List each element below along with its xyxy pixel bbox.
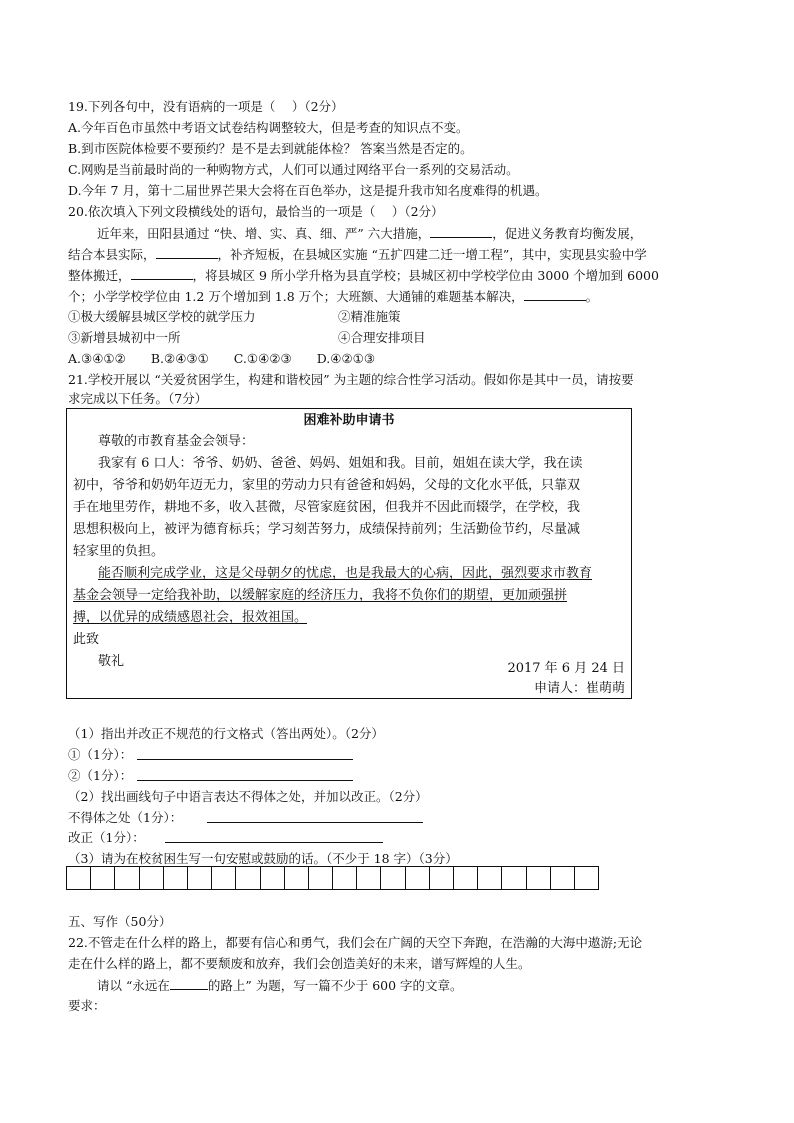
q20-item-4: ④合理安排项目 <box>338 330 426 345</box>
answer-grid-cell[interactable] <box>140 867 164 889</box>
q20-stem: 20.依次填入下列文段横线处的语句，最恰当的一项是（ ）（2分） <box>68 204 444 219</box>
q20-item-1: ①极大缓解县城区学校的就学压力 <box>68 309 256 324</box>
q22-line2: 走在什么样的路上，都不要颓废和放弃，我们会创造美好的未来，谱写辉煌的人生。 <box>68 956 531 971</box>
letter-underlined-line: 能否顺利完成学业，这是父母朝夕的忧虑，也是我最大的心病，因此，强烈要求市教育 <box>98 566 593 581</box>
q21-sub2: （2）找出画线句子中语言表达不得体之处，并加以改正。（2分） <box>68 789 428 804</box>
answer-grid-cell[interactable] <box>381 867 405 889</box>
answer-grid-cell[interactable] <box>454 867 478 889</box>
letter-body-line: 思想积极向上，被评为德育标兵；学习刻苦努力，成绩保持前列；生活勤俭节约，尽量减 <box>73 522 581 537</box>
answer-line[interactable] <box>137 759 353 760</box>
q19-stem: 19.下列各句中，没有语病的一项是（ ）（2分） <box>68 99 344 114</box>
letter-salutation: 尊敬的市教育基金会领导： <box>98 434 255 449</box>
q20-passage-line4: 个；小学学校学位由 1.2 万个增加到 1.8 万个；大班额、大通铺的难题基本解决， 。 <box>68 286 598 307</box>
letter-underlined-line: 基金会领导一定给我补助，以缓解家庭的经济压力，我将不负你们的期望，更加顽强拼 <box>73 588 568 603</box>
q21-sub1: （1）指出并改正不规范的行文格式（答出两处）。（2分） <box>68 726 384 741</box>
answer-grid-cell[interactable] <box>212 867 236 889</box>
answer-blank[interactable] <box>524 286 586 301</box>
q20-passage-line1: 近年来，田阳县通过 “快、增、实、真、细、严” 六大措施， ，促进义务教育均衡发展， <box>97 223 642 244</box>
q21-sub2-answer-b: 改正（1分）： <box>68 830 145 845</box>
application-letter-box <box>66 408 632 699</box>
q21-stem-line2: 求完成以下任务。（7分） <box>68 391 208 406</box>
letter-closing-2: 敬礼 <box>98 654 125 669</box>
answer-grid-cell[interactable] <box>575 867 599 889</box>
answer-grid-cell[interactable] <box>164 867 188 889</box>
answer-grid-cell[interactable] <box>502 867 526 889</box>
q21-sub2-answer-a: 不得体之处（1分）： <box>68 810 183 825</box>
answer-grid-cell[interactable] <box>115 867 139 889</box>
letter-body-line: 轻家里的负担。 <box>73 544 165 559</box>
q21-stem-line1: 21.学校开展以 “关爱贫困学生，构建和谐校园” 为主题的综合性学习活动。假如你是其中一员，请按要 <box>68 372 634 387</box>
q19-option-a: A.今年百色市虽然中考语文试卷结构调整较大，但是考查的知识点不变。 <box>68 120 469 135</box>
letter-signer: 申请人：崔萌萌 <box>533 681 625 696</box>
q20-passage-line2: 结合本县实际， ，补齐短板，在县城区实施 “五扩四建二迁一增工程”，其中，实现县实验中学 <box>68 244 647 265</box>
q20-passage-line3: 整体搬迁， ，将县城区 9 所小学升格为县直学校；县城区初中学校学位由 3000 个增加到 6000 <box>68 265 659 286</box>
q22-line1: 22.不管走在什么样的路上，都要有信心和勇气，我们会在广阔的天空下奔跑，在浩瀚的大海中遨游;无论 <box>68 935 643 950</box>
answer-grid-cell[interactable] <box>285 867 309 889</box>
answer-grid-cell[interactable] <box>188 867 212 889</box>
answer-grid-cell[interactable] <box>261 867 285 889</box>
title-blank[interactable] <box>170 975 208 990</box>
answer-grid-cell[interactable] <box>236 867 260 889</box>
q21-sub1-answer-a: ①（1分）： <box>68 747 133 762</box>
writing-heading: 五、写作（50分） <box>68 914 172 929</box>
answer-blank[interactable] <box>430 223 492 238</box>
letter-date: 2017 年 6 月 24 日 <box>507 661 625 676</box>
answer-line[interactable] <box>207 822 423 823</box>
answer-grid-cell[interactable] <box>333 867 357 889</box>
letter-body-line: 手在地里劳作，耕地不多，收入甚微，尽管家庭贫困，但我并不因此而辍学，在学校，我 <box>73 500 581 515</box>
q20-choices: A.③④①② B.②④③① C.①④②③ D.④②①③ <box>68 351 376 366</box>
q19-option-d: D.今年 7 月，第十二届世界芒果大会将在百色举办，这是提升我市知名度难得的机遇。 <box>68 183 548 198</box>
answer-grid-cell[interactable] <box>357 867 381 889</box>
q21-sub3: （3）请为在校贫困生写一句安慰或鼓励的话。（不少于 18 字）（3分） <box>68 851 458 866</box>
q20-item-2: ②精准施策 <box>338 309 401 324</box>
q20-item-3: ③新增县城初中一所 <box>68 330 181 345</box>
answer-grid-cell[interactable] <box>91 867 115 889</box>
q21-sub1-answer-b: ②（1分）： <box>68 768 133 783</box>
answer-grid-cell[interactable] <box>67 867 91 889</box>
answer-blank[interactable] <box>156 244 218 259</box>
answer-grid-cell[interactable] <box>309 867 333 889</box>
answer-grid[interactable] <box>66 866 599 890</box>
q19-option-c: C.网购是当前最时尚的一种购物方式，人们可以通过网络平台一系列的交易活动。 <box>68 162 519 177</box>
answer-blank[interactable] <box>131 265 193 280</box>
answer-grid-cell[interactable] <box>551 867 575 889</box>
letter-body-line: 我家有 6 口人：爷爷、奶奶、爸爸、妈妈、姐姐和我。目前，姐姐在读大学，我在读 <box>98 456 583 471</box>
answer-grid-cell[interactable] <box>430 867 454 889</box>
answer-line[interactable] <box>165 842 383 843</box>
q22-requirements: 要求： <box>68 998 106 1013</box>
letter-underlined-line: 搏，以优异的成绩感恩社会，报效祖国。 <box>73 610 308 625</box>
letter-body-line: 初中，爷爷和奶奶年迈无力，家里的劳动力只有爸爸和妈妈，父母的文化水平低，只靠双 <box>73 478 581 493</box>
q22-prompt: 请以 “永远在 的路上” 为题，写一篇不少于 600 字的文章。 <box>97 975 463 996</box>
answer-grid-cell[interactable] <box>478 867 502 889</box>
letter-closing-1: 此致 <box>73 632 100 647</box>
letter-title: 困难补助申请书 <box>303 413 395 428</box>
answer-line[interactable] <box>137 780 353 781</box>
q19-option-b: B.到市医院体检要不要预约？是不是去到就能体检？ 答案当然是否定的。 <box>68 141 473 156</box>
answer-grid-cell[interactable] <box>406 867 430 889</box>
answer-grid-cell[interactable] <box>527 867 551 889</box>
